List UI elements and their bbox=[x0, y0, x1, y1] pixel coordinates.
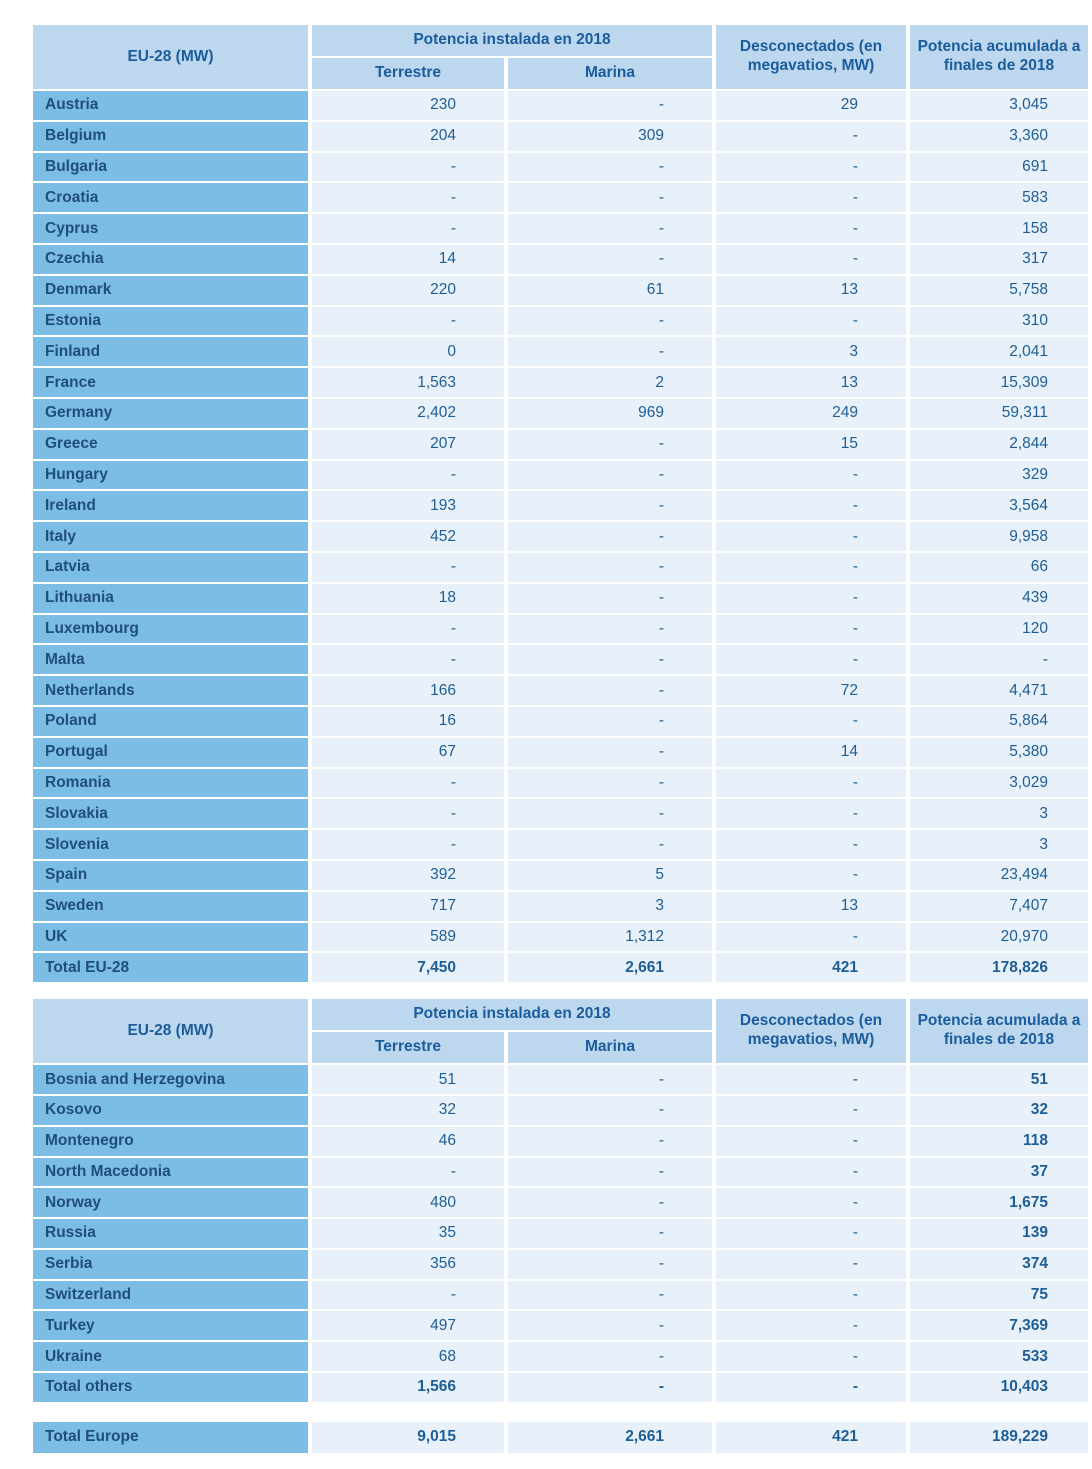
value-cell: 480 bbox=[312, 1188, 504, 1217]
value-cell: 439 bbox=[910, 584, 1088, 613]
value-cell: 9,015 bbox=[312, 1422, 504, 1453]
value-cell: - bbox=[716, 245, 906, 274]
header-cumulative: Potencia acumulada a finales de 2018 bbox=[910, 25, 1088, 89]
value-cell: 9,958 bbox=[910, 522, 1088, 551]
row-label: Luxembourg bbox=[33, 615, 308, 644]
value-cell: - bbox=[508, 707, 712, 736]
header-marina: Marina bbox=[508, 1032, 712, 1063]
others-table bbox=[33, 999, 1092, 1402]
value-cell: 310 bbox=[910, 307, 1088, 336]
value-cell: - bbox=[508, 1158, 712, 1187]
value-cell: - bbox=[508, 1311, 712, 1340]
row-label: Bulgaria bbox=[33, 153, 308, 182]
value-cell: 452 bbox=[312, 522, 504, 551]
header-country-column: EU-28 (MW) bbox=[33, 25, 308, 89]
value-cell: 207 bbox=[312, 430, 504, 459]
row-label: Turkey bbox=[33, 1311, 308, 1340]
value-cell: 32 bbox=[312, 1096, 504, 1125]
row-label: Russia bbox=[33, 1219, 308, 1248]
header-installed-2018: Potencia instalada en 2018 bbox=[312, 25, 712, 56]
row-label: Italy bbox=[33, 522, 308, 551]
value-cell: 139 bbox=[910, 1219, 1088, 1248]
value-cell: - bbox=[508, 676, 712, 705]
value-cell: 1,675 bbox=[910, 1188, 1088, 1217]
value-cell: - bbox=[508, 1188, 712, 1217]
row-label: Hungary bbox=[33, 461, 308, 490]
row-label: Czechia bbox=[33, 245, 308, 274]
row-label: UK bbox=[33, 923, 308, 952]
row-label: Montenegro bbox=[33, 1127, 308, 1156]
value-cell: - bbox=[312, 799, 504, 828]
value-cell: - bbox=[508, 1219, 712, 1248]
value-cell: - bbox=[312, 183, 504, 212]
value-cell: - bbox=[716, 584, 906, 613]
header-country-column: EU-28 (MW) bbox=[33, 999, 308, 1063]
value-cell: 61 bbox=[508, 276, 712, 305]
value-cell: 5 bbox=[508, 861, 712, 890]
row-label: Austria bbox=[33, 91, 308, 120]
value-cell: - bbox=[312, 307, 504, 336]
value-cell: - bbox=[508, 183, 712, 212]
value-cell: 3 bbox=[716, 337, 906, 366]
value-cell: - bbox=[716, 122, 906, 151]
value-cell: 3,029 bbox=[910, 769, 1088, 798]
value-cell: - bbox=[508, 1127, 712, 1156]
row-label: Ireland bbox=[33, 491, 308, 520]
header-installed-2018: Potencia instalada en 2018 bbox=[312, 999, 712, 1030]
value-cell: 68 bbox=[312, 1342, 504, 1371]
row-label: Croatia bbox=[33, 183, 308, 212]
value-cell: 51 bbox=[910, 1065, 1088, 1094]
value-cell: 3,045 bbox=[910, 91, 1088, 120]
value-cell: - bbox=[508, 245, 712, 274]
value-cell: - bbox=[716, 769, 906, 798]
row-label: Total others bbox=[33, 1373, 308, 1402]
value-cell: - bbox=[312, 1281, 504, 1310]
value-cell: - bbox=[716, 1219, 906, 1248]
value-cell: - bbox=[312, 1158, 504, 1187]
value-cell: - bbox=[508, 1342, 712, 1371]
value-cell: - bbox=[312, 553, 504, 582]
header-terrestre: Terrestre bbox=[312, 58, 504, 89]
value-cell: 329 bbox=[910, 461, 1088, 490]
row-label: Estonia bbox=[33, 307, 308, 336]
value-cell: - bbox=[508, 491, 712, 520]
value-cell: 13 bbox=[716, 368, 906, 397]
value-cell: - bbox=[508, 522, 712, 551]
value-cell: 13 bbox=[716, 892, 906, 921]
value-cell: - bbox=[716, 491, 906, 520]
value-cell: 67 bbox=[312, 738, 504, 767]
row-label: Norway bbox=[33, 1188, 308, 1217]
value-cell: - bbox=[508, 337, 712, 366]
value-cell: - bbox=[508, 214, 712, 243]
value-cell: 66 bbox=[910, 553, 1088, 582]
value-cell: 204 bbox=[312, 122, 504, 151]
row-label: Cyprus bbox=[33, 214, 308, 243]
value-cell: 10,403 bbox=[910, 1373, 1088, 1402]
value-cell: - bbox=[716, 1065, 906, 1094]
value-cell: 1,563 bbox=[312, 368, 504, 397]
value-cell: 20,970 bbox=[910, 923, 1088, 952]
value-cell: 59,311 bbox=[910, 399, 1088, 428]
value-cell: - bbox=[508, 645, 712, 674]
row-label: Spain bbox=[33, 861, 308, 890]
row-label: Denmark bbox=[33, 276, 308, 305]
header-terrestre: Terrestre bbox=[312, 1032, 504, 1063]
value-cell: 421 bbox=[716, 953, 906, 982]
value-cell: 7,369 bbox=[910, 1311, 1088, 1340]
value-cell: 7,407 bbox=[910, 892, 1088, 921]
value-cell: 421 bbox=[716, 1422, 906, 1453]
row-label: Greece bbox=[33, 430, 308, 459]
row-label: Belgium bbox=[33, 122, 308, 151]
value-cell: - bbox=[716, 1158, 906, 1187]
value-cell: 75 bbox=[910, 1281, 1088, 1310]
value-cell: 392 bbox=[312, 861, 504, 890]
row-label: Kosovo bbox=[33, 1096, 308, 1125]
value-cell: 5,758 bbox=[910, 276, 1088, 305]
row-label: Sweden bbox=[33, 892, 308, 921]
value-cell: 14 bbox=[312, 245, 504, 274]
value-cell: 2,844 bbox=[910, 430, 1088, 459]
value-cell: 317 bbox=[910, 245, 1088, 274]
value-cell: - bbox=[508, 153, 712, 182]
value-cell: - bbox=[716, 861, 906, 890]
value-cell: 3,360 bbox=[910, 122, 1088, 151]
value-cell: 16 bbox=[312, 707, 504, 736]
value-cell: - bbox=[716, 1127, 906, 1156]
value-cell: - bbox=[508, 553, 712, 582]
value-cell: 166 bbox=[312, 676, 504, 705]
value-cell: 717 bbox=[312, 892, 504, 921]
value-cell: - bbox=[508, 307, 712, 336]
value-cell: 15,309 bbox=[910, 368, 1088, 397]
row-label: Malta bbox=[33, 645, 308, 674]
value-cell: - bbox=[716, 153, 906, 182]
value-cell: 356 bbox=[312, 1250, 504, 1279]
row-label: Romania bbox=[33, 769, 308, 798]
value-cell: - bbox=[716, 307, 906, 336]
value-cell: 1,566 bbox=[312, 1373, 504, 1402]
value-cell: - bbox=[716, 1096, 906, 1125]
value-cell: 969 bbox=[508, 399, 712, 428]
row-label: France bbox=[33, 368, 308, 397]
value-cell: - bbox=[716, 214, 906, 243]
value-cell: - bbox=[508, 738, 712, 767]
value-cell: 309 bbox=[508, 122, 712, 151]
value-cell: - bbox=[716, 461, 906, 490]
row-label: North Macedonia bbox=[33, 1158, 308, 1187]
value-cell: 118 bbox=[910, 1127, 1088, 1156]
value-cell: - bbox=[716, 183, 906, 212]
value-cell: - bbox=[508, 461, 712, 490]
value-cell: - bbox=[312, 461, 504, 490]
value-cell: - bbox=[312, 769, 504, 798]
value-cell: - bbox=[508, 1281, 712, 1310]
value-cell: 2 bbox=[508, 368, 712, 397]
value-cell: - bbox=[312, 214, 504, 243]
value-cell: - bbox=[716, 1250, 906, 1279]
value-cell: 23,494 bbox=[910, 861, 1088, 890]
value-cell: 178,826 bbox=[910, 953, 1088, 982]
value-cell: 120 bbox=[910, 615, 1088, 644]
value-cell: 35 bbox=[312, 1219, 504, 1248]
value-cell: 533 bbox=[910, 1342, 1088, 1371]
value-cell: - bbox=[716, 522, 906, 551]
row-label: Poland bbox=[33, 707, 308, 736]
row-label: Netherlands bbox=[33, 676, 308, 705]
header-marina: Marina bbox=[508, 58, 712, 89]
value-cell: - bbox=[716, 615, 906, 644]
row-label: Germany bbox=[33, 399, 308, 428]
value-cell: - bbox=[508, 769, 712, 798]
value-cell: 7,450 bbox=[312, 953, 504, 982]
value-cell: 32 bbox=[910, 1096, 1088, 1125]
value-cell: - bbox=[716, 923, 906, 952]
header-disconnected: Desconectados (en megavatios, MW) bbox=[716, 999, 906, 1063]
value-cell: - bbox=[716, 830, 906, 859]
value-cell: 2,661 bbox=[508, 1422, 712, 1453]
value-cell: - bbox=[716, 707, 906, 736]
total-europe-row bbox=[33, 1422, 1092, 1453]
value-cell: 2,041 bbox=[910, 337, 1088, 366]
value-cell: 589 bbox=[312, 923, 504, 952]
value-cell: 1,312 bbox=[508, 923, 712, 952]
value-cell: 220 bbox=[312, 276, 504, 305]
value-cell: - bbox=[716, 553, 906, 582]
value-cell: 0 bbox=[312, 337, 504, 366]
row-label: Ukraine bbox=[33, 1342, 308, 1371]
value-cell: 15 bbox=[716, 430, 906, 459]
value-cell: 3,564 bbox=[910, 491, 1088, 520]
value-cell: 249 bbox=[716, 399, 906, 428]
value-cell: - bbox=[508, 1065, 712, 1094]
header-disconnected: Desconectados (en megavatios, MW) bbox=[716, 25, 906, 89]
value-cell: 13 bbox=[716, 276, 906, 305]
row-label: Switzerland bbox=[33, 1281, 308, 1310]
row-label: Total EU-28 bbox=[33, 953, 308, 982]
value-cell: 189,229 bbox=[910, 1422, 1088, 1453]
value-cell: - bbox=[508, 1250, 712, 1279]
value-cell: - bbox=[508, 584, 712, 613]
row-label: Total Europe bbox=[33, 1422, 308, 1453]
value-cell: - bbox=[716, 1311, 906, 1340]
value-cell: - bbox=[508, 830, 712, 859]
value-cell: 691 bbox=[910, 153, 1088, 182]
value-cell: 158 bbox=[910, 214, 1088, 243]
value-cell: - bbox=[312, 830, 504, 859]
value-cell: 497 bbox=[312, 1311, 504, 1340]
row-label: Portugal bbox=[33, 738, 308, 767]
row-label: Slovenia bbox=[33, 830, 308, 859]
value-cell: - bbox=[716, 799, 906, 828]
row-label: Latvia bbox=[33, 553, 308, 582]
value-cell: 3 bbox=[910, 830, 1088, 859]
row-label: Slovakia bbox=[33, 799, 308, 828]
value-cell: - bbox=[716, 1373, 906, 1402]
value-cell: 18 bbox=[312, 584, 504, 613]
value-cell: - bbox=[508, 91, 712, 120]
value-cell: - bbox=[910, 645, 1088, 674]
value-cell: 5,380 bbox=[910, 738, 1088, 767]
value-cell: 14 bbox=[716, 738, 906, 767]
header-cumulative: Potencia acumulada a finales de 2018 bbox=[910, 999, 1088, 1063]
value-cell: 2,661 bbox=[508, 953, 712, 982]
value-cell: 51 bbox=[312, 1065, 504, 1094]
value-cell: - bbox=[312, 153, 504, 182]
row-label: Bosnia and Herzegovina bbox=[33, 1065, 308, 1094]
row-label: Serbia bbox=[33, 1250, 308, 1279]
value-cell: 46 bbox=[312, 1127, 504, 1156]
value-cell: - bbox=[508, 430, 712, 459]
row-label: Lithuania bbox=[33, 584, 308, 613]
value-cell: - bbox=[508, 1096, 712, 1125]
value-cell: 583 bbox=[910, 183, 1088, 212]
value-cell: - bbox=[508, 799, 712, 828]
value-cell: 374 bbox=[910, 1250, 1088, 1279]
value-cell: 37 bbox=[910, 1158, 1088, 1187]
value-cell: 3 bbox=[508, 892, 712, 921]
row-label: Finland bbox=[33, 337, 308, 366]
eu28-table bbox=[33, 25, 1092, 982]
value-cell: 230 bbox=[312, 91, 504, 120]
value-cell: - bbox=[312, 615, 504, 644]
value-cell: - bbox=[716, 1342, 906, 1371]
value-cell: 3 bbox=[910, 799, 1088, 828]
value-cell: 5,864 bbox=[910, 707, 1088, 736]
value-cell: - bbox=[508, 1373, 712, 1402]
value-cell: 4,471 bbox=[910, 676, 1088, 705]
value-cell: - bbox=[312, 645, 504, 674]
value-cell: 2,402 bbox=[312, 399, 504, 428]
value-cell: - bbox=[716, 645, 906, 674]
value-cell: 193 bbox=[312, 491, 504, 520]
value-cell: - bbox=[716, 1188, 906, 1217]
value-cell: 29 bbox=[716, 91, 906, 120]
value-cell: - bbox=[508, 615, 712, 644]
value-cell: - bbox=[716, 1281, 906, 1310]
value-cell: 72 bbox=[716, 676, 906, 705]
